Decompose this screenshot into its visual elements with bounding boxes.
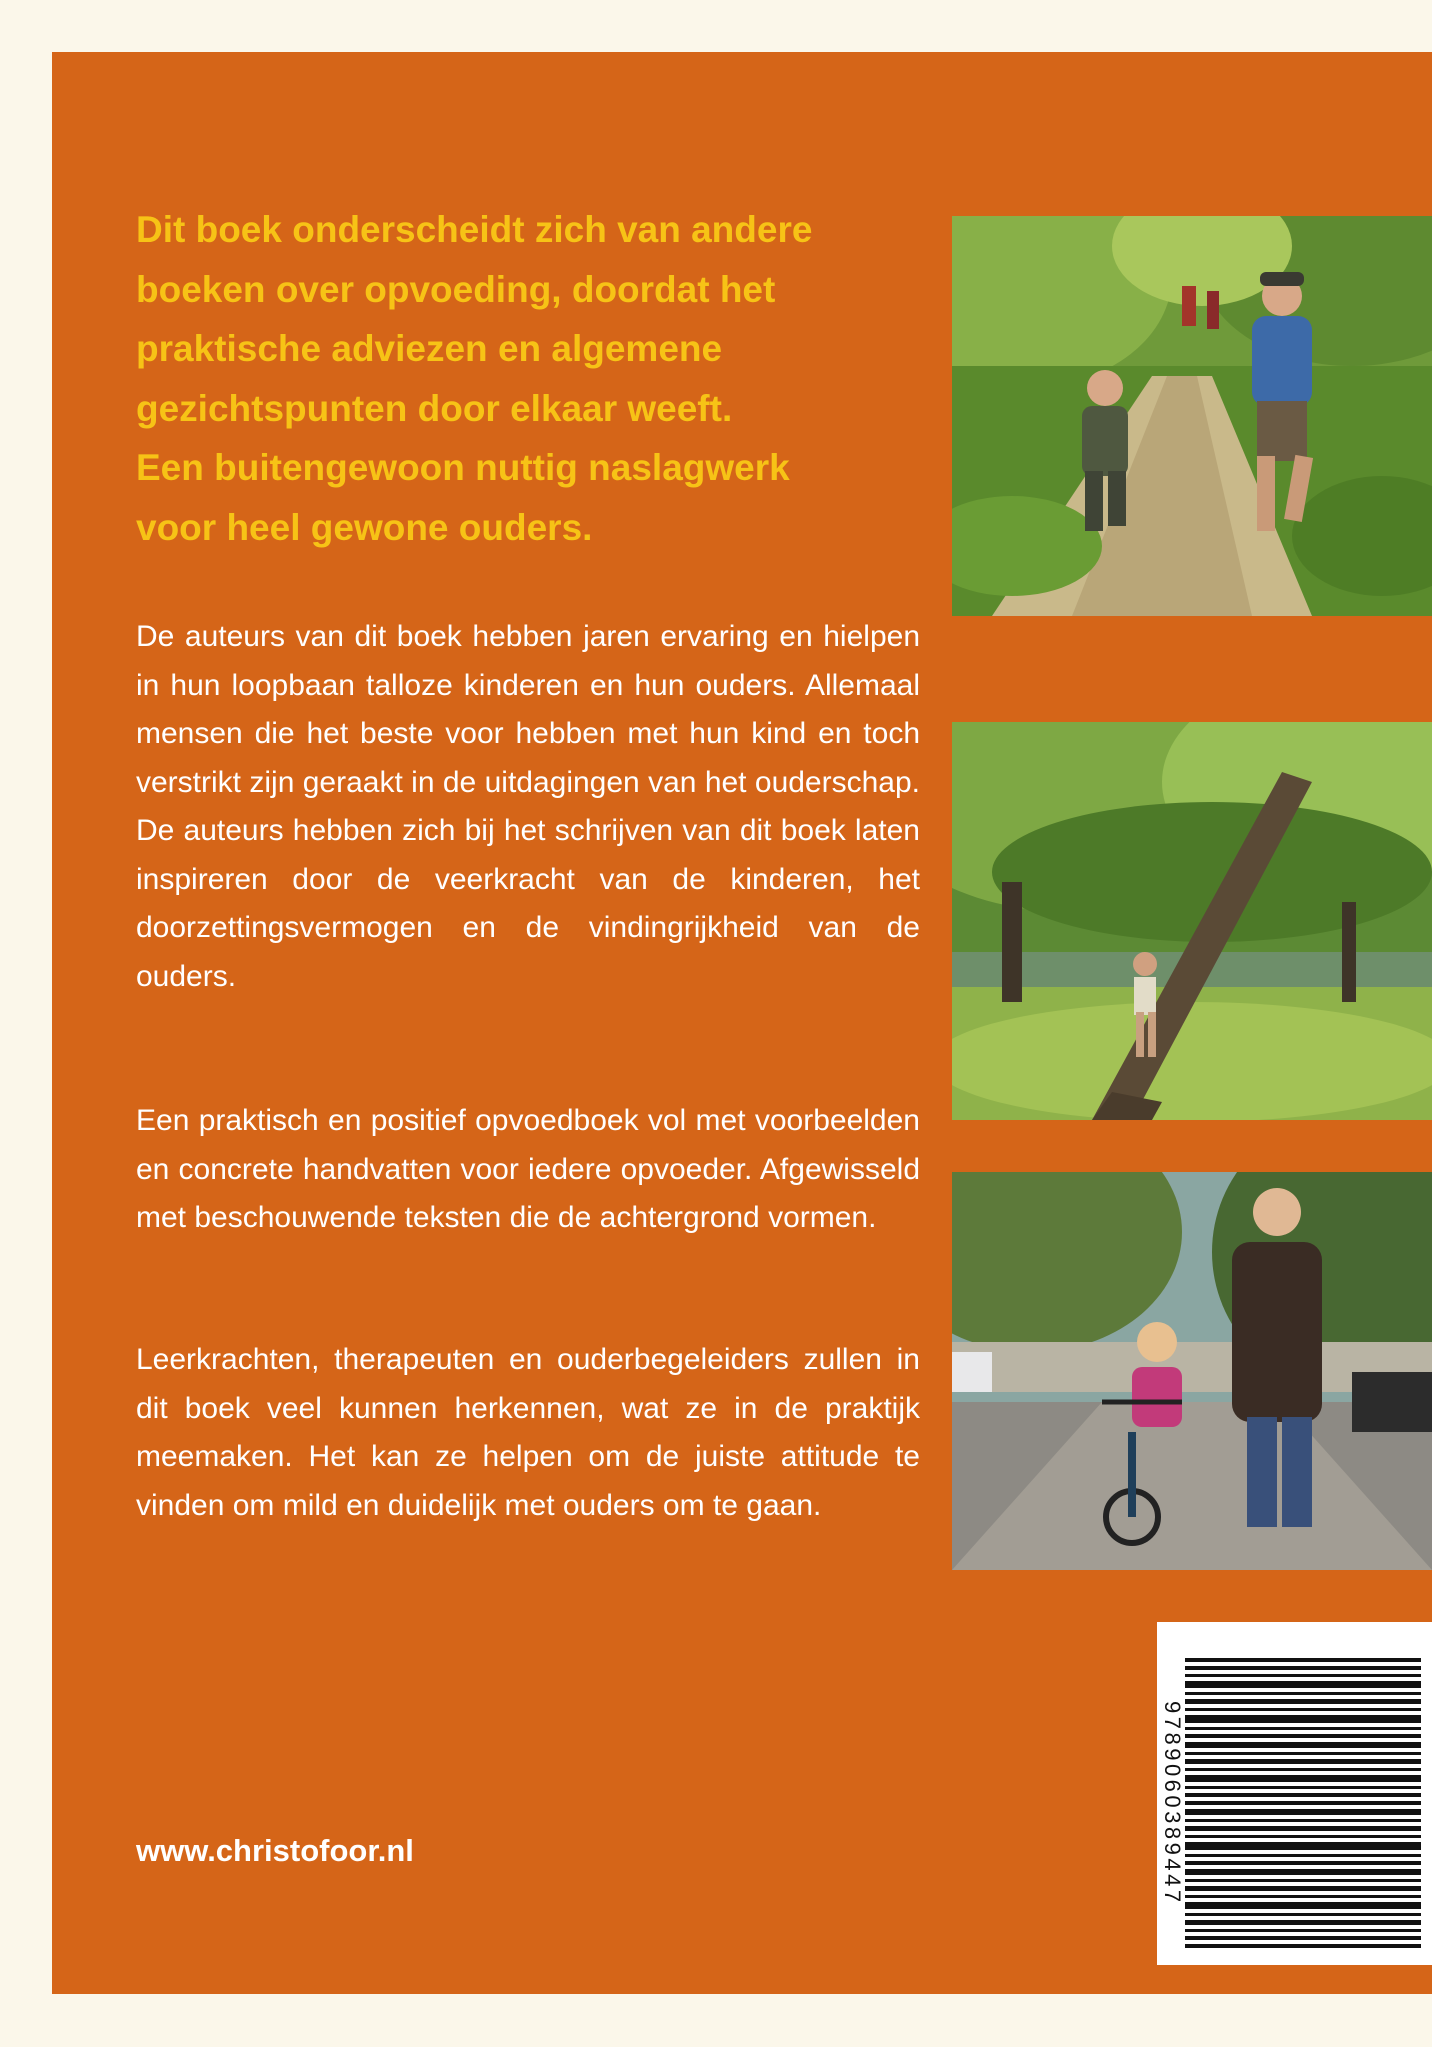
photo-park-tree-boy	[952, 722, 1432, 1120]
isbn-number: 9789060389447	[1160, 1700, 1185, 1906]
barcode-bars	[1185, 1658, 1421, 1948]
publisher-website-link[interactable]: www.christofoor.nl	[136, 1833, 414, 1868]
photo-forest-path-running	[952, 216, 1432, 616]
photo-girl-bike-mother	[952, 1172, 1432, 1570]
description-paragraph-1: De auteurs van dit boek hebben jaren ervaring en hielpen in hun loopbaan talloze kinderen en hun ouders. Allemaal mensen die het beste voor hebben met hun kind en toch verstrikt zijn geraakt in de uitdagingen van het ouderschap. De auteurs hebben zich bij het schrijven van dit boek laten inspireren door de veerkracht van de kinderen, het doorzettingsvermogen en de vindingrijkheid van de ouders.	[136, 620, 920, 993]
description-paragraph-2: Een praktisch en positief opvoedboek vol met voorbeelden en concrete handvatten voor iedere opvoeder. Afgewisseld met beschouwende teksten die de achtergrond vormen.	[136, 1104, 920, 1234]
isbn-barcode	[1157, 1622, 1432, 1965]
description-paragraph-3: Leerkrachten, therapeuten en ouderbegeleiders zullen in dit boek veel kunnen herkennen, wat ze in de praktijk meemaken. Het kan ze helpen om de juiste attitude te vinden om mild en duidelijk met ouders om te gaan.	[136, 1343, 920, 1522]
cover-tagline: Dit boek onderscheidt zich van andere boeken over opvoeding, doordat het praktische adviezen en algemene gezichtspunten door elkaar weeft. Een buitengewoon nuttig naslagwerk voor heel gewone ouders.	[136, 209, 813, 548]
